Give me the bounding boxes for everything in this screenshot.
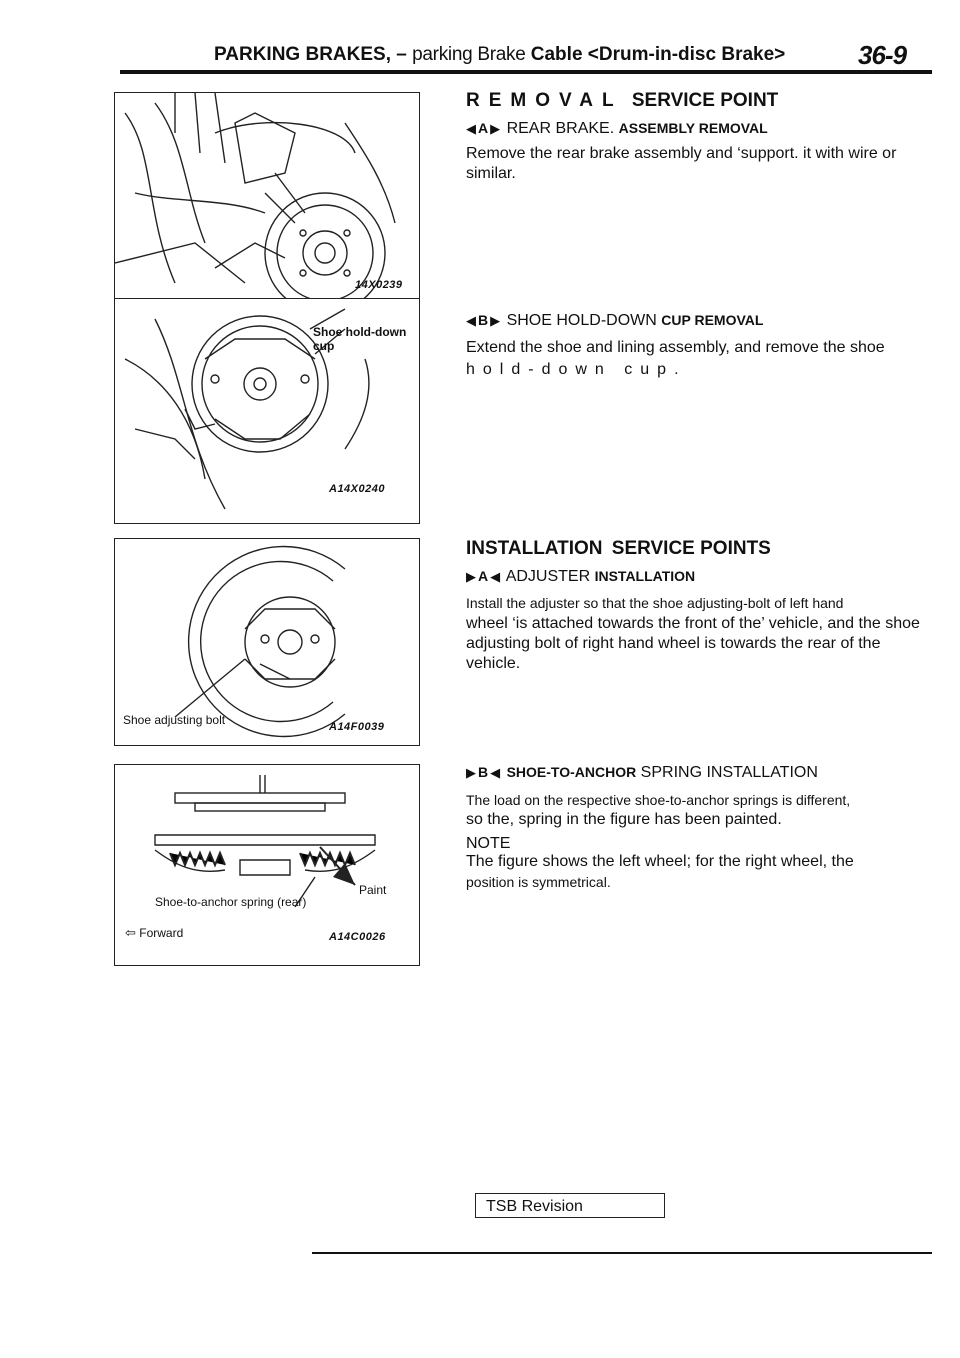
- figure-label-shoe-hold-down-cup: Shoe hold-down cup: [313, 325, 407, 353]
- marker-icon: ▶: [490, 313, 499, 328]
- marker-icon: ◀: [490, 569, 499, 584]
- note-text-1: The figure shows the left wheel; for the right wheel, the: [466, 853, 854, 870]
- marker-icon: ▶: [466, 569, 474, 584]
- note-label: NOTE: [466, 835, 511, 852]
- figure-code: A14F0039: [329, 721, 385, 733]
- header-dash: –: [396, 44, 407, 65]
- header-rule: [120, 70, 932, 74]
- figure-rear-brake-assembly: [114, 92, 420, 300]
- figure-label-shoe-adjusting-bolt: Shoe adjusting bolt: [123, 713, 226, 727]
- marker-icon: ◀: [466, 313, 474, 328]
- figure-code: 14X0239: [355, 279, 403, 291]
- header-type-end: Brake>: [721, 44, 786, 65]
- header-section-title: PARKING BRAKES,: [214, 44, 391, 65]
- figure-code: A14X0240: [329, 483, 385, 495]
- marker-icon: ▶: [490, 121, 499, 136]
- removal-b-text-2: hold-down cup.: [466, 361, 687, 378]
- removal-a-text: Remove the rear brake assembly and ‘support. it with wire or similar.: [466, 145, 897, 182]
- double-arrow-left-icon: ⇦: [125, 925, 136, 940]
- installation-heading: INSTALLATION SERVICE POINTS: [466, 538, 771, 559]
- figure-label-paint: Paint: [359, 883, 387, 897]
- marker-icon: ◀: [466, 121, 474, 136]
- installation-b-text-1: The load on the respective shoe-to-anchor springs is different,: [466, 792, 851, 808]
- removal-b-text-1: Extend the shoe and lining assembly, and remove the shoe: [466, 339, 885, 356]
- figure-code: A14C0026: [329, 931, 386, 943]
- removal-a-title: ◀ A ▶ REAR BRAKE. ASSEMBLY REMOVAL: [466, 120, 768, 137]
- note-text-2: position is symmetrical.: [466, 874, 611, 890]
- header-type: <Drum-in-disc: [587, 44, 717, 65]
- installation-a-text-1: Install the adjuster so that the shoe adjusting-bolt of left hand: [466, 595, 844, 611]
- installation-b-title: ▶ B ◀ SHOE-TO-ANCHOR SPRING INSTALLATION: [466, 764, 818, 781]
- header-subtitle: parking Brake: [412, 44, 526, 65]
- header-cable: Cable: [530, 44, 583, 65]
- removal-heading: REMOVAL SERVICE POINT: [466, 90, 779, 111]
- figure-label-forward: ⇦ Forward: [125, 925, 184, 940]
- figure-label-spring: Shoe-to-anchor spring (rear): [155, 895, 307, 909]
- removal-b-title: ◀ B ▶ SHOE HOLD-DOWN CUP REMOVAL: [466, 312, 764, 329]
- page-number: 36-9: [858, 40, 907, 70]
- marker-icon: ▶: [466, 765, 474, 780]
- installation-b-text-2: so the, spring in the figure has been painted.: [466, 811, 782, 828]
- rear-brake-assembly-illustration: [115, 93, 419, 299]
- figure-shoe-hold-down-cup: [114, 298, 420, 524]
- tsb-revision-box: TSB Revision: [475, 1193, 665, 1218]
- figure-shoe-to-anchor-spring: [114, 764, 420, 966]
- installation-a-text-2: wheel ‘is attached towards the front of the’ vehicle, and the shoe adjusting bolt of right hand wheel is towards the rear of the vehicle.: [466, 615, 920, 672]
- installation-a-title: ▶ A ◀ ADJUSTER INSTALLATION: [466, 568, 696, 585]
- marker-icon: ◀: [490, 765, 499, 780]
- figure-shoe-adjusting-bolt: [114, 538, 420, 746]
- page-header: [214, 44, 785, 66]
- footer-rule: [312, 1252, 932, 1254]
